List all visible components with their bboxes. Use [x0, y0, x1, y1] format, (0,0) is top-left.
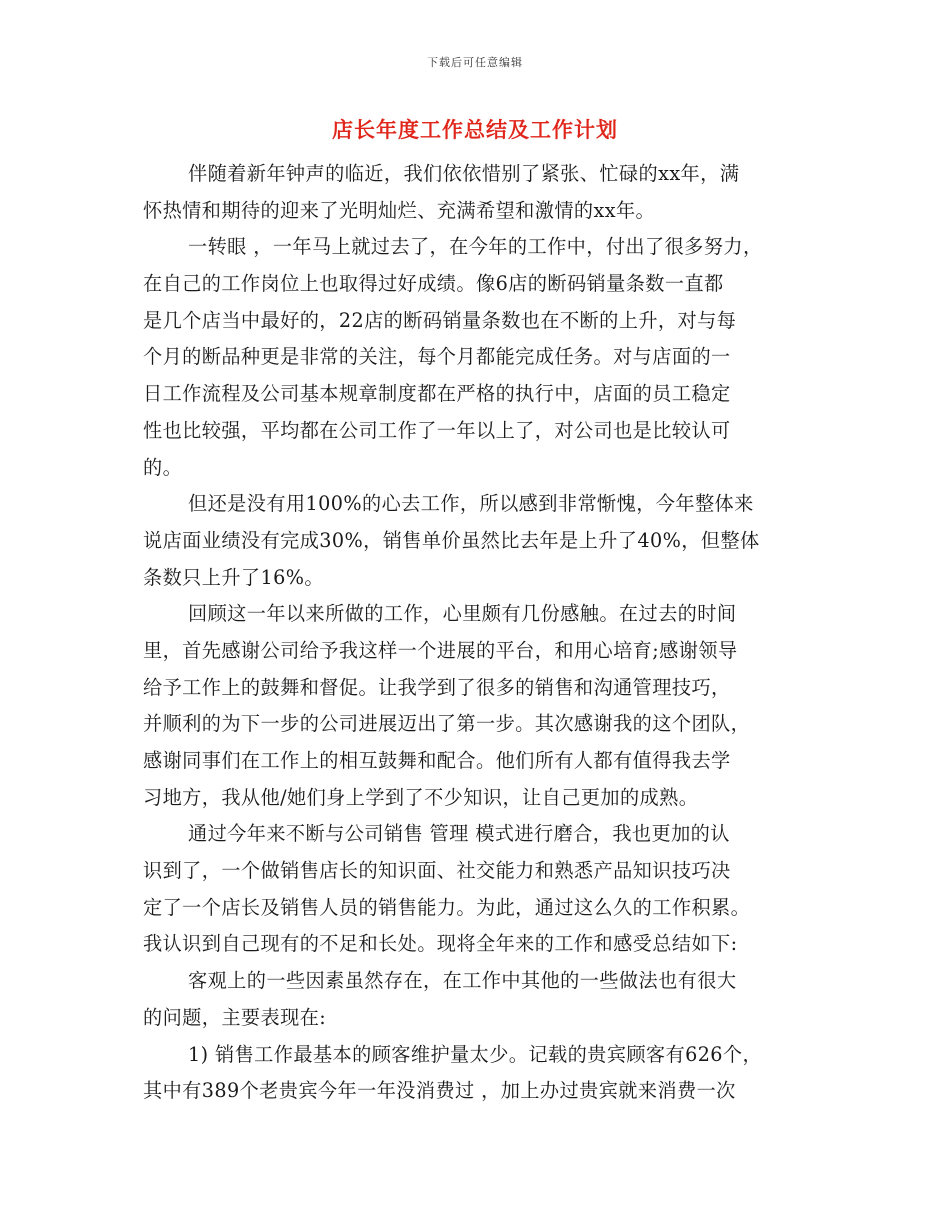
body-line: 的问题，主要表现在: — [143, 1005, 327, 1029]
body-line: 回顾这一年以来所做的工作，心里颇有几份感触。在过去的时间 — [188, 602, 737, 626]
body-line: 感谢同事们在工作上的相互鼓舞和配合。他们所有人都有值得我去学 — [143, 749, 731, 772]
body-line: 给予工作上的鼓舞和督促。让我学到了很多的销售和沟通管理技巧， — [143, 675, 731, 699]
document-body — [143, 156, 813, 1110]
body-line: 里，首先感谢公司给予我这样一个进展的平台，和用心培育;感谢领导 — [143, 638, 738, 662]
body-line: 性也比较强，平均都在公司工作了一年以上了，对公司也是比较认可 — [143, 418, 731, 442]
body-line: 并顺利的为下一步的公司进展迈出了第一步。其次感谢我的这个团队， — [143, 712, 751, 736]
body-line: 条数只上升了16%。 — [143, 565, 324, 589]
body-line: 日工作流程及公司基本规章制度都在严格的执行中，店面的员工稳定 — [143, 382, 731, 406]
body-line: 识到了，一个做销售店长的知识面、社交能力和熟悉产品知识技巧决 — [143, 859, 731, 883]
document-title: 店长年度工作总结及工作计划 — [332, 117, 618, 142]
body-line: 通过今年来不断与公司销售 管理 模式进行磨合，我也更加的认 — [188, 822, 730, 846]
body-line: 个月的断品种更是非常的关注，每个月都能完成任务。对与店面的一 — [143, 345, 731, 369]
body-line: 我认识到自己现有的不足和长处。现将全年来的工作和感受总结如下: — [143, 932, 738, 956]
header-note: 下载后可任意编辑 — [427, 56, 523, 69]
body-line: 其中有389个老贵宾今年一年没消费过 ，加上办过贵宾就来消费一次 — [143, 1079, 736, 1103]
body-line: 但还是没有用100%的心去工作，所以感到非常惭愧，今年整体来 — [188, 492, 754, 516]
body-line: 1) 销售工作最基本的顾客维护量太少。记载的贵宾顾客有626个， — [188, 1042, 763, 1066]
body-line: 在自己的工作岗位上也取得过好成绩。像6店的断码销量条数一直都 — [143, 272, 724, 296]
body-line: 伴随着新年钟声的临近，我们依依惜别了紧张、忙碌的xx年，满 — [188, 162, 740, 185]
body-line: 怀热情和期待的迎来了光明灿烂、充满希望和激情的xx年。 — [143, 198, 656, 222]
body-line: 的。 — [143, 455, 183, 479]
body-line: 客观上的一些因素虽然存在，在工作中其他的一些做法也有很大 — [188, 969, 737, 993]
body-line: 说店面业绩没有完成30%，销售单价虽然比去年是上升了40%，但整体 — [143, 528, 760, 552]
body-line: 是几个店当中最好的，22店的断码销量条数也在不断的上升，对与每 — [143, 308, 737, 332]
body-line: 习地方，我从他/她们身上学到了不少知识，让自己更加的成熟。 — [143, 785, 699, 809]
body-line: 一转眼 ，一年马上就过去了，在今年的工作中，付出了很多努力， — [188, 235, 763, 259]
body-line: 定了一个店长及销售人员的销售能力。为此，通过这么久的工作积累。 — [143, 895, 751, 919]
